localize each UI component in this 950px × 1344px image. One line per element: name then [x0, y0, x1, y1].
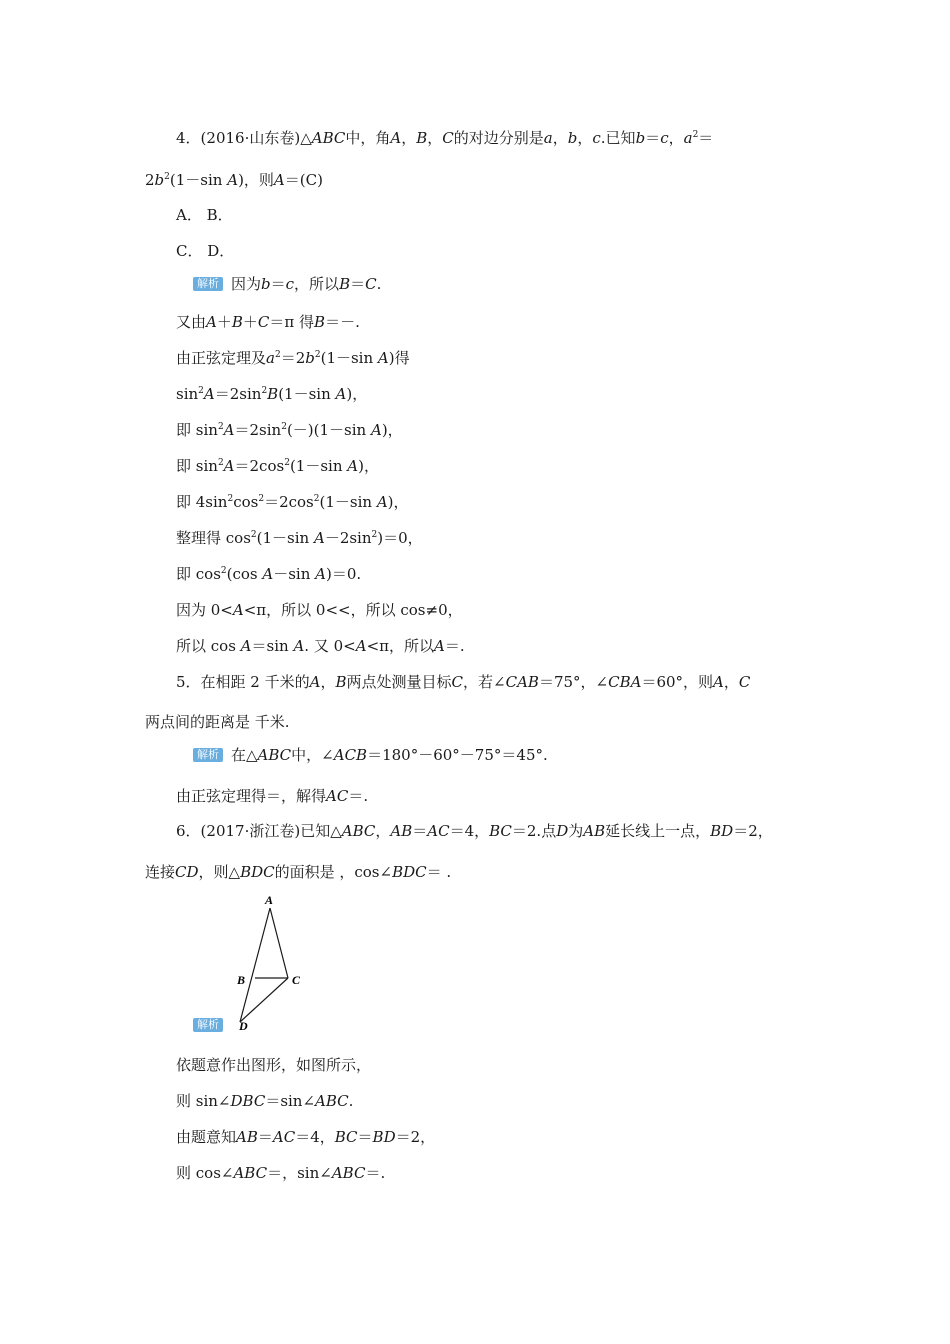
math-variable: A — [390, 129, 402, 147]
text-run: )＝0. — [326, 565, 362, 583]
text-run: . 又 0< — [304, 637, 356, 655]
text-run: ＝2.点 — [511, 822, 557, 840]
math-variable: A — [232, 601, 244, 619]
text-run: (1－sin — [319, 493, 377, 511]
text-run: (1－sin — [256, 529, 314, 547]
text-run: ， — [375, 822, 391, 840]
math-variable: c — [592, 129, 601, 147]
q5-stem-line2: 两点间的距离是 千米. — [145, 713, 290, 731]
text-run: <π，所以 — [366, 637, 434, 655]
math-variable: ABC — [331, 1164, 366, 1182]
text-run: ＝4， — [295, 1128, 335, 1146]
text-run: 由题意知 — [176, 1128, 237, 1146]
math-variable: B — [335, 673, 347, 691]
superscript: 2 — [198, 386, 204, 396]
math-variable: AC — [427, 822, 450, 840]
text-run: 由正弦定理得＝，解得 — [176, 787, 327, 805]
q4-solution-line2 — [176, 312, 360, 332]
superscript: 2 — [261, 386, 268, 396]
superscript: 2 — [371, 530, 378, 540]
text-run: ＝2cos — [234, 457, 285, 475]
text-run: . — [348, 1092, 354, 1110]
text-run: ＝2， — [395, 1128, 436, 1146]
text-run: ＝sin∠ — [265, 1092, 316, 1110]
q4-options-cd: C． D． — [176, 242, 235, 260]
text-run: 连接 — [145, 863, 176, 881]
text-run: cos — [233, 493, 259, 511]
text-run: ＋ — [242, 313, 258, 331]
text-run: )， — [387, 493, 409, 511]
text-run: ， — [552, 129, 568, 147]
q4-solution-line11 — [176, 636, 465, 656]
vertex-label-c: C — [292, 973, 301, 987]
math-variable: B — [231, 313, 243, 331]
text-run: 5．在相距 2 千米的 — [176, 673, 310, 691]
q6-solution-line3 — [176, 1127, 435, 1147]
text-run: <π，所以 0<<，所以 cos≠0， — [243, 601, 463, 619]
math-variable: C — [257, 313, 270, 331]
vertex-label-a: A — [265, 893, 274, 907]
segment-a-d — [240, 908, 270, 1022]
text-run: )＝0， — [377, 529, 423, 547]
math-variable: A — [376, 493, 388, 511]
q4-solution-line4 — [176, 384, 367, 404]
superscript: 2 — [284, 458, 290, 468]
math-variable: BC — [489, 822, 512, 840]
text-run: 因为 0< — [176, 601, 233, 619]
superscript: 2 — [281, 422, 287, 432]
text-run: 6．(2017·浙江卷)已知△ — [176, 822, 342, 840]
math-variable: D — [556, 822, 569, 840]
text-run: ＝2 — [280, 349, 306, 367]
text-run: ＝4， — [449, 822, 490, 840]
q6-solution-line1: 依题意作出图形，如图所示， — [176, 1056, 372, 1074]
text-run: ＝ — [257, 1128, 273, 1146]
math-variable: b — [305, 349, 315, 367]
math-variable: a — [543, 129, 553, 147]
text-run: ＝(C) — [284, 171, 323, 189]
q4-options-ab: A． B． — [176, 206, 233, 224]
math-variable: BDC — [392, 863, 427, 881]
q4-solution-line5 — [176, 420, 403, 440]
text-run: )得 — [388, 349, 410, 367]
text-run: )， — [358, 457, 379, 475]
math-variable: A — [223, 457, 235, 475]
text-run: 即 sin — [176, 421, 218, 439]
solution-badge: 解析 — [193, 277, 223, 291]
text-run: 4．(2016·山东卷)△ — [176, 129, 312, 147]
text-run: (cos — [226, 565, 263, 583]
math-variable: AC — [272, 1128, 296, 1146]
text-run: ，则△ — [198, 863, 241, 881]
text-run: ＝180°－60°－75°＝45°. — [367, 746, 548, 764]
text-run: 即 sin — [176, 457, 218, 475]
text-run: ＝. — [444, 637, 465, 655]
q4-solution-line3 — [176, 348, 410, 368]
superscript: 2 — [164, 172, 170, 182]
math-variable: B — [267, 385, 279, 403]
math-variable: AB — [236, 1128, 258, 1146]
q4-solution-line1 — [193, 274, 381, 294]
superscript: 2 — [227, 494, 234, 504]
math-variable: A — [355, 637, 367, 655]
text-run: 由正弦定理及 — [176, 349, 267, 367]
math-variable: CD — [175, 863, 199, 881]
vertex-label-b: B — [237, 973, 246, 987]
text-run: 又由 — [176, 313, 207, 331]
superscript: 2 — [314, 350, 321, 360]
text-run: ， — [427, 129, 443, 147]
q6-solution-line4 — [176, 1163, 385, 1183]
math-variable: A — [335, 385, 347, 403]
q4-solution-line9 — [176, 564, 361, 584]
math-variable: C — [451, 673, 464, 691]
text-run: (1－sin — [289, 457, 348, 475]
text-run: ＝2sin — [234, 421, 282, 439]
q4-stem-line2 — [145, 170, 323, 190]
math-variable: b — [261, 275, 271, 293]
text-run: －2sin — [324, 529, 372, 547]
text-run: ＝. — [348, 787, 369, 805]
math-variable: b — [154, 171, 165, 189]
math-variable: ABC — [315, 1092, 349, 1110]
text-run: 因为 — [231, 275, 262, 293]
solution-badge: 解析 — [193, 1018, 223, 1032]
q6-stem-line1 — [176, 821, 773, 841]
q4-solution-text — [231, 275, 381, 293]
text-run: 的面积是 ，cos∠ — [274, 863, 393, 881]
text-run: ＝ — [270, 275, 286, 293]
segment-a-c — [270, 908, 288, 978]
math-variable: BD — [372, 1128, 396, 1146]
text-run: 在△ — [231, 746, 258, 764]
math-variable: b — [567, 129, 578, 147]
math-variable: a — [266, 349, 275, 367]
math-variable: b — [635, 129, 646, 147]
math-variable: A — [223, 421, 235, 439]
text-run: (－)(1－sin — [286, 421, 371, 439]
text-run: 整理得 cos — [176, 529, 251, 547]
text-run: 的对边分别是 — [453, 129, 544, 147]
math-variable: C — [365, 275, 377, 293]
math-variable: AC — [326, 787, 349, 805]
q6-solution-line2 — [176, 1091, 353, 1111]
q5-solution-line1 — [193, 745, 548, 765]
text-run: ，所以 — [294, 275, 340, 293]
text-run: ＝π 得 — [269, 313, 315, 331]
text-run: ＋ — [216, 313, 232, 331]
text-run: ＝2sin — [214, 385, 262, 403]
math-variable: A — [227, 171, 239, 189]
text-run: 两点处测量目标 — [346, 673, 452, 691]
superscript: 2 — [258, 494, 265, 504]
math-variable: c — [660, 129, 669, 147]
text-run: ， — [320, 673, 336, 691]
math-variable: A — [273, 171, 285, 189]
math-variable: ABC — [233, 1164, 268, 1182]
text-run: ＝ — [645, 129, 661, 147]
text-run: 即 4sin — [176, 493, 228, 511]
segment-c-d — [240, 978, 288, 1022]
math-variable: A — [713, 673, 724, 691]
text-run: )， — [381, 421, 403, 439]
text-run: ，若∠ — [463, 673, 506, 691]
superscript: 2 — [313, 494, 320, 504]
q4-solution-line6 — [176, 456, 379, 476]
math-variable: a — [683, 129, 693, 147]
math-variable: A — [313, 529, 325, 547]
math-variable: CBA — [608, 673, 642, 691]
text-run: ＝. — [365, 1164, 386, 1182]
math-variable: ABC — [311, 129, 346, 147]
text-run: ， — [401, 129, 417, 147]
triangle-figure — [230, 892, 320, 1037]
text-run: 2 — [145, 171, 155, 189]
q5-solution-text — [231, 746, 548, 764]
text-run: ＝，sin∠ — [267, 1164, 332, 1182]
math-variable: A — [240, 637, 252, 655]
math-variable: BDC — [240, 863, 275, 881]
superscript: 2 — [217, 422, 224, 432]
text-run: ＝2， — [733, 822, 773, 840]
math-variable: A — [347, 457, 359, 475]
text-run: ＝ — [357, 1128, 373, 1146]
text-run: ＝ . — [426, 863, 452, 881]
math-variable: A — [377, 349, 389, 367]
text-run: )，则 — [238, 171, 274, 189]
text-run: ＝75°，∠ — [538, 673, 609, 691]
superscript: 2 — [250, 530, 257, 540]
math-variable: B — [314, 313, 326, 331]
math-variable: A — [203, 385, 215, 403]
text-run: ＝60°，则 — [641, 673, 714, 691]
superscript: 2 — [220, 566, 227, 576]
math-variable: A — [206, 313, 217, 331]
math-variable: B — [339, 275, 351, 293]
text-run: ， — [723, 673, 739, 691]
text-run: ＝ — [698, 129, 714, 147]
text-run: sin — [176, 385, 199, 403]
text-run: (1－sin — [169, 171, 228, 189]
text-run: )， — [346, 385, 368, 403]
text-run: .已知 — [600, 129, 636, 147]
solution-badge: 解析 — [193, 748, 223, 762]
math-variable: A — [293, 637, 305, 655]
math-variable: B — [416, 129, 428, 147]
math-variable: AB — [583, 822, 606, 840]
math-variable: ABC — [341, 822, 376, 840]
text-run: 所以 cos — [176, 637, 241, 655]
math-variable: DBC — [230, 1092, 266, 1110]
text-run: ＝－. — [325, 313, 360, 331]
text-run: 则 sin∠ — [176, 1092, 231, 1110]
math-variable: C — [442, 129, 454, 147]
math-variable: BC — [334, 1128, 358, 1146]
math-variable: A — [434, 637, 445, 655]
math-variable: c — [285, 275, 295, 293]
q4-solution-line8 — [176, 528, 423, 548]
text-run: ＝sin — [251, 637, 294, 655]
math-variable: A — [370, 421, 382, 439]
math-variable: A — [262, 565, 274, 583]
text-run: 为 — [568, 822, 584, 840]
superscript: 2 — [274, 350, 281, 360]
text-run: ， — [668, 129, 684, 147]
math-variable: AB — [390, 822, 413, 840]
text-run: . — [376, 275, 382, 293]
math-variable: CAB — [505, 673, 539, 691]
q4-stem-line1 — [176, 128, 713, 148]
text-run: －sin — [273, 565, 316, 583]
q4-solution-line7 — [176, 492, 409, 512]
text-run: 则 cos∠ — [176, 1164, 234, 1182]
superscript: 2 — [217, 458, 224, 468]
q5-solution-line2 — [176, 786, 368, 806]
text-run: 中，∠ — [291, 746, 334, 764]
text-run: 延长线上一点， — [605, 822, 711, 840]
text-run: ， — [577, 129, 593, 147]
q6-solution-badge-line — [193, 1015, 231, 1035]
math-variable: C — [738, 673, 751, 691]
superscript: 2 — [692, 130, 699, 140]
text-run: 即 cos — [176, 565, 221, 583]
text-run: ＝2cos — [264, 493, 314, 511]
q5-stem-line1 — [176, 672, 750, 692]
math-variable: ABC — [257, 746, 292, 764]
text-run: ＝ — [350, 275, 366, 293]
q4-solution-line10 — [176, 600, 463, 620]
math-variable: ACB — [333, 746, 368, 764]
vertex-label-d: D — [239, 1019, 248, 1033]
math-variable: A — [309, 673, 321, 691]
text-run: (1－sin — [278, 385, 336, 403]
text-run: (1－sin — [320, 349, 378, 367]
math-variable: BD — [710, 822, 734, 840]
text-run: 中，角 — [345, 129, 391, 147]
math-variable: A — [315, 565, 327, 583]
q6-stem-line2 — [145, 862, 451, 882]
text-run: ＝ — [412, 822, 428, 840]
